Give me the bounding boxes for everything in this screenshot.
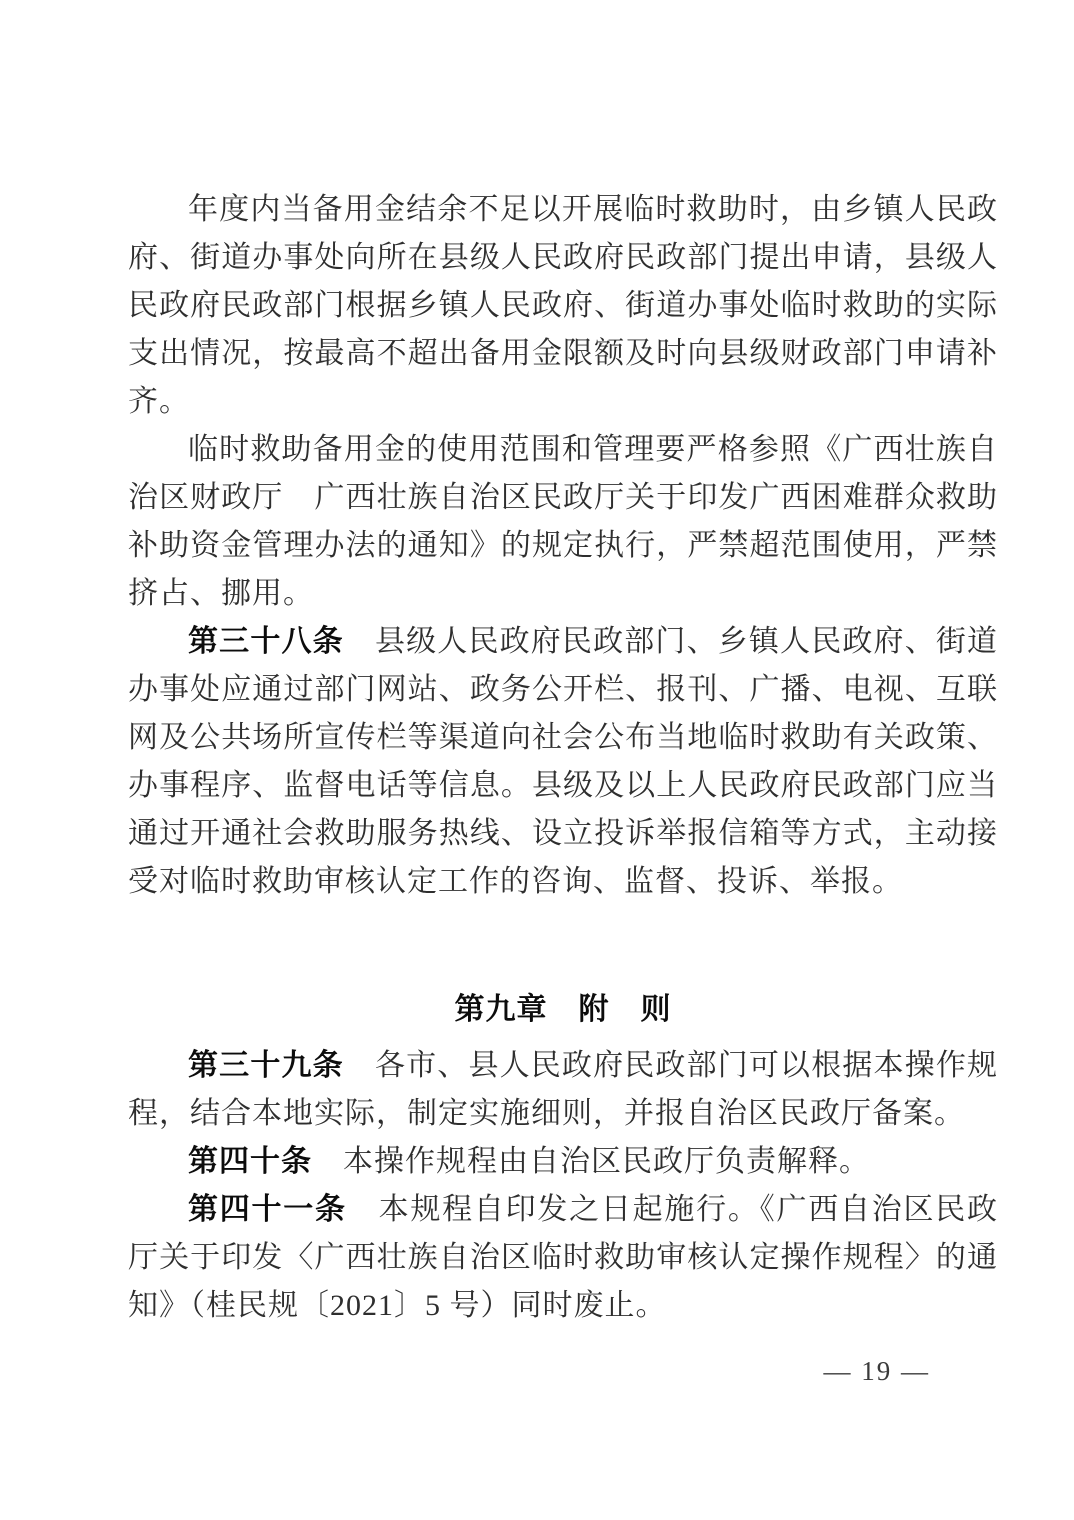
article-number: 第三十九条 (188, 1049, 344, 1082)
paragraph: 第四十条 本操作规程由自治区民政厅负责解释。 (188, 1145, 870, 1178)
paragraph: 第三十八条 县级人民政府民政部门、乡镇人民政府、街道办事处应通过部门网站、政务公开栏、报刊、广播、电视、互联网及公共场所宣传栏等渠道向社会公布当地临时救助有关政策、办事程序、监督电话等信息。县级及以上人民政府民政部门应当通过开通社会救助服务热线、设立投诉举报信箱等方式，主动接受对临时救助审核认定工作的咨询、监督、投诉、举报。 (128, 625, 999, 898)
paragraph: 第三十九条 各市、县人民政府民政部门可以根据本操作规程，结合本地实际，制定实施细则，并报自治区民政厅备案。 (128, 1049, 999, 1130)
paragraph: 年度内当备用金结余不足以开展临时救助时，由乡镇人民政府、街道办事处向所在县级人民政府民政部门提出申请，县级人民政府民政部门根据乡镇人民政府、街道办事处临时救助的实际支出情况，按最高不超出备用金限额及时向县级财政部门申请补齐。 (128, 193, 998, 418)
article-number: 第四十一条 (188, 1193, 347, 1226)
article-number: 第四十条 (188, 1145, 312, 1178)
document-body (128, 186, 998, 1330)
chapter-heading: 第九章 附 则 (454, 993, 672, 1026)
page-number: — 19 — (823, 1356, 930, 1386)
article-number: 第三十八条 (188, 625, 344, 658)
paragraph: 临时救助备用金的使用范围和管理要严格参照《广西壮族自治区财政厅 广西壮族自治区民政厅关于印发广西困难群众救助补助资金管理办法的通知》的规定执行，严禁超范围使用，严禁挤占、挪用。 (128, 433, 998, 610)
paragraph: 第四十一条 本规程自印发之日起施行。《广西自治区民政厅关于印发〈广西壮族自治区临时救助审核认定操作规程〉的通知》（桂民规〔2021〕5 号）同时废止。 (128, 1193, 999, 1322)
